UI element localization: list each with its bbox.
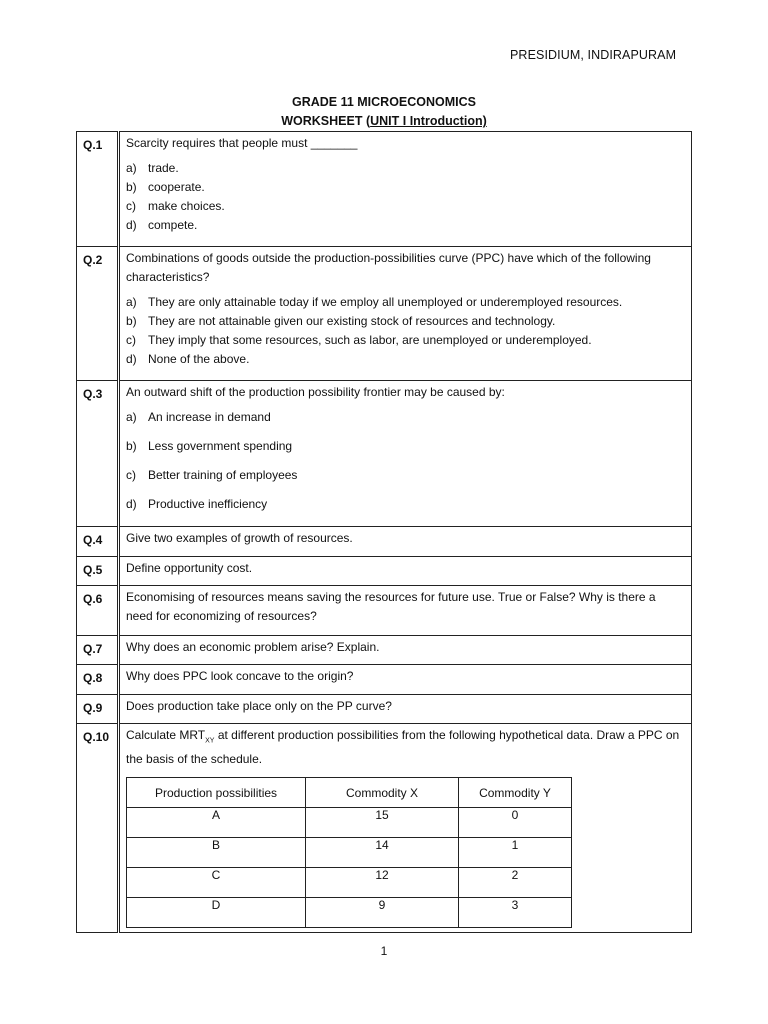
question-text: Give two examples of growth of resources. (126, 531, 353, 545)
table-cell: A (127, 808, 306, 838)
question-text: An outward shift of the production possibility frontier may be caused by: (126, 385, 505, 399)
option-item (126, 197, 683, 216)
options-list (126, 293, 683, 369)
option-item (126, 350, 683, 369)
subtitle-prefix: WORKSHEET ( (281, 114, 371, 128)
option-item (126, 466, 683, 485)
question-text: Does production take place only on the PP curve? (126, 699, 392, 713)
option-letter: c) (126, 199, 136, 213)
table-cell: D (127, 898, 306, 928)
option-text: None of the above. (148, 352, 250, 366)
table-cell: 0 (459, 808, 572, 838)
option-text: make choices. (148, 199, 225, 213)
option-letter: c) (126, 468, 136, 482)
option-letter: d) (126, 497, 137, 511)
question-text: Scarcity requires that people must _______ (126, 136, 358, 150)
question-cell (119, 247, 692, 381)
question-cell (119, 586, 692, 636)
school-name: PRESIDIUM, INDIRAPURAM (510, 48, 677, 62)
option-item (126, 216, 683, 235)
table-cell: 12 (306, 868, 459, 898)
question-number: Q.9 (77, 695, 119, 724)
question-row (77, 724, 692, 933)
option-letter: b) (126, 180, 137, 194)
question-cell (119, 132, 692, 247)
option-letter: b) (126, 314, 137, 328)
question-cell (119, 724, 692, 933)
questions-table (76, 131, 692, 933)
option-text: cooperate. (148, 180, 205, 194)
table-cell: 9 (306, 898, 459, 928)
table-cell: 3 (459, 898, 572, 928)
ppc-schedule-table (126, 777, 572, 928)
option-letter: c) (126, 333, 136, 347)
option-letter: d) (126, 352, 137, 366)
option-text: They imply that some resources, such as labor, are unemployed or underemployed. (148, 333, 592, 347)
question-number: Q.2 (77, 247, 119, 381)
question-number: Q.5 (77, 557, 119, 586)
table-row (127, 808, 572, 838)
question-row (77, 381, 692, 527)
table-cell: 1 (459, 838, 572, 868)
option-text: trade. (148, 161, 179, 175)
option-text: Productive inefficiency (148, 497, 268, 511)
table-cell: 2 (459, 868, 572, 898)
option-item (126, 293, 683, 312)
question-cell (119, 665, 692, 695)
option-item (126, 178, 683, 197)
options-list (126, 408, 683, 514)
worksheet-subtitle (0, 114, 768, 128)
table-cell: 14 (306, 838, 459, 868)
option-text: They are not attainable given our existing stock of resources and technology. (148, 314, 556, 328)
question-text: Economising of resources means saving the resources for future use. True or False? Why is there a need for economizing of resources? (126, 590, 656, 623)
question-number: Q.4 (77, 527, 119, 557)
question-row (77, 586, 692, 636)
question-number: Q.10 (77, 724, 119, 933)
option-text: Better training of employees (148, 468, 298, 482)
option-text: compete. (148, 218, 198, 232)
option-letter: a) (126, 161, 137, 175)
subscript: XY (205, 737, 215, 745)
question-text: Why does an economic problem arise? Explain. (126, 640, 380, 654)
question-number: Q.6 (77, 586, 119, 636)
option-text: An increase in demand (148, 410, 271, 424)
question-text (126, 726, 683, 769)
option-item (126, 495, 683, 514)
table-header-row (127, 778, 572, 808)
question-cell (119, 527, 692, 557)
table-row (127, 868, 572, 898)
question-cell (119, 636, 692, 665)
question-row (77, 695, 692, 724)
option-item (126, 159, 683, 178)
question-row (77, 636, 692, 665)
question-number: Q.8 (77, 665, 119, 695)
question-cell (119, 557, 692, 586)
option-letter: a) (126, 295, 137, 309)
question-number: Q.1 (77, 132, 119, 247)
option-text: They are only attainable today if we employ all unemployed or underemployed resources. (148, 295, 623, 309)
question-number: Q.3 (77, 381, 119, 527)
table-cell: B (127, 838, 306, 868)
page-number: 1 (380, 944, 388, 958)
header-cell: Production possibilities (127, 778, 306, 808)
header-cell: Commodity Y (459, 778, 572, 808)
question-number: Q.7 (77, 636, 119, 665)
options-list (126, 159, 683, 235)
subtitle-unit: UNIT I Introduction) (370, 114, 487, 128)
option-letter: b) (126, 439, 137, 453)
table-row (127, 838, 572, 868)
question-row (77, 557, 692, 586)
option-text: Less government spending (148, 439, 293, 453)
table-cell: C (127, 868, 306, 898)
option-item (126, 312, 683, 331)
option-item (126, 437, 683, 456)
option-letter: d) (126, 218, 137, 232)
option-item (126, 331, 683, 350)
question-text-end: at different production possibilities from the following hypothetical data. Draw a PPC on the basis of the schedule. (126, 728, 680, 767)
question-text: Why does PPC look concave to the origin? (126, 669, 354, 683)
question-row (77, 132, 692, 247)
table-cell: 15 (306, 808, 459, 838)
question-row (77, 527, 692, 557)
question-cell (119, 695, 692, 724)
question-text-start: Calculate MRT (126, 728, 206, 742)
question-text: Define opportunity cost. (126, 561, 253, 575)
question-row (77, 665, 692, 695)
question-text: Combinations of goods outside the production-possibilities curve (PPC) have which of the following characteristics? (126, 251, 651, 284)
worksheet-title: GRADE 11 MICROECONOMICS (291, 95, 477, 109)
question-row (77, 247, 692, 381)
question-cell (119, 381, 692, 527)
table-row (127, 898, 572, 928)
option-item (126, 408, 683, 427)
option-letter: a) (126, 410, 137, 424)
header-cell: Commodity X (306, 778, 459, 808)
